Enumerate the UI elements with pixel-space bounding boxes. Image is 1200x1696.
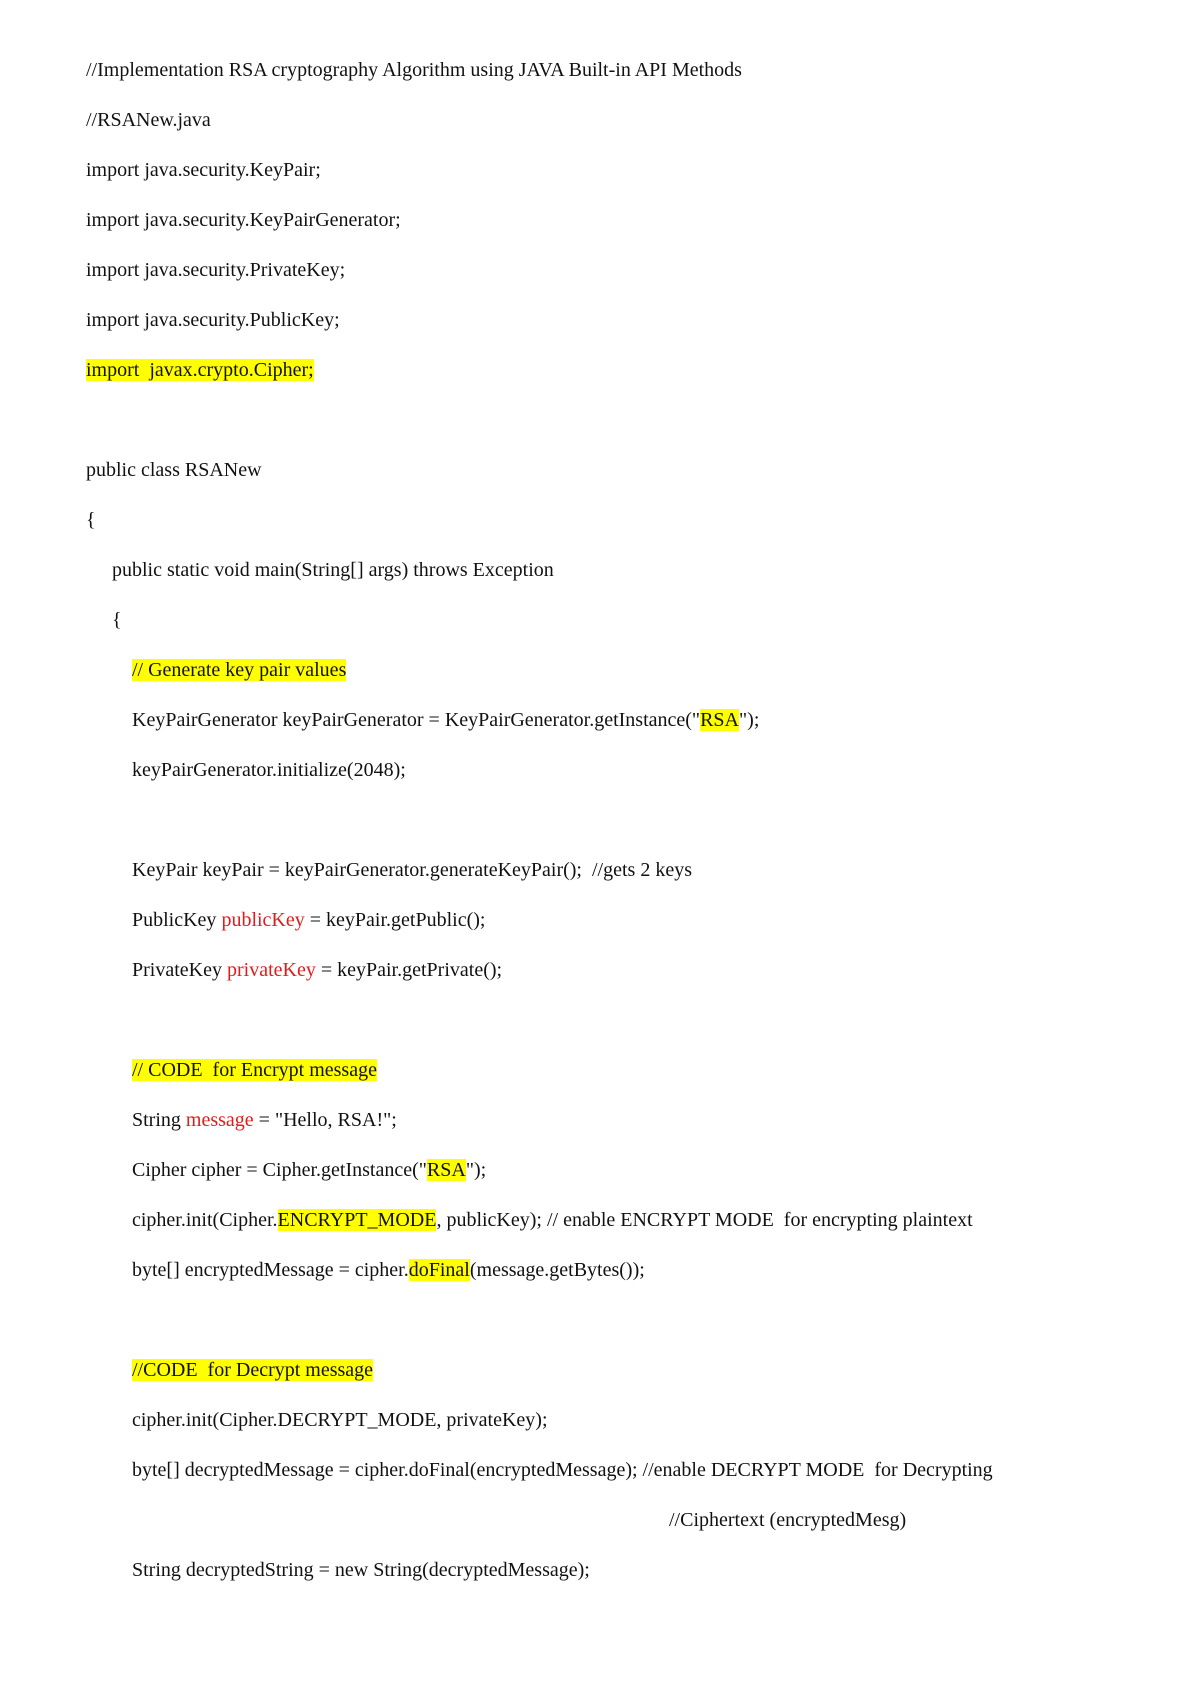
message-line <box>132 1107 397 1133</box>
message-rest: = "Hello, RSA!"; <box>253 1109 397 1131</box>
encrypt-mode-highlight: ENCRYPT_MODE <box>277 1209 437 1231</box>
public-key-var: publicKey <box>221 909 305 931</box>
decrypted-string-line: String decryptedString = new String(decryptedMessage); <box>132 1559 590 1581</box>
comment-decrypt <box>132 1357 373 1383</box>
comment-generate <box>132 657 346 683</box>
comment-generate-highlight: // Generate key pair values <box>132 659 347 681</box>
kpg-rsa-highlight: RSA <box>700 709 739 731</box>
comment-decrypt-highlight: //CODE for Decrypt message <box>132 1359 374 1381</box>
main-declaration: public static void main(String[] args) throws Exception <box>112 559 554 581</box>
encrypted-message-line <box>132 1257 645 1283</box>
main-open-brace: { <box>112 609 122 631</box>
cipher-rsa-highlight: RSA <box>426 1159 466 1181</box>
class-declaration: public class RSANew <box>86 459 262 481</box>
import-keypair: import java.security.KeyPair; <box>86 159 321 181</box>
kpg-before: KeyPairGenerator keyPairGenerator = KeyPairGenerator.getInstance(" <box>132 709 701 731</box>
public-key-type: PublicKey <box>132 909 222 931</box>
decrypt-continuation-comment: //Ciphertext (encryptedMesg) <box>669 1509 907 1531</box>
comment-encrypt-highlight: // CODE for Encrypt message <box>132 1059 377 1081</box>
encrypted-before: byte[] encryptedMessage = cipher. <box>132 1259 409 1281</box>
message-type: String <box>132 1109 186 1131</box>
import-keypairgenerator: import java.security.KeyPairGenerator; <box>86 209 401 231</box>
class-open-brace: { <box>86 509 96 531</box>
decrypted-message-line: byte[] decryptedMessage = cipher.doFinal(encryptedMessage); //enable DECRYPT MODE for Decrypting <box>132 1459 993 1481</box>
import-cipher <box>86 357 314 383</box>
comment-encrypt <box>132 1057 377 1083</box>
encrypt-init-line <box>132 1207 973 1233</box>
message-var: message <box>185 1109 254 1131</box>
cipher-before: Cipher cipher = Cipher.getInstance(" <box>132 1159 427 1181</box>
private-key-var: privateKey <box>226 959 316 981</box>
cipher-after: "); <box>465 1159 487 1181</box>
kpg-after: "); <box>739 709 760 731</box>
file-comment: //RSANew.java <box>86 109 211 131</box>
public-key-line <box>132 907 485 933</box>
import-privatekey: import java.security.PrivateKey; <box>86 259 346 281</box>
import-cipher-highlight: import javax.crypto.Cipher; <box>86 359 314 381</box>
cipher-line <box>132 1157 486 1183</box>
decrypt-init-line: cipher.init(Cipher.DECRYPT_MODE, privateKey); <box>132 1409 548 1431</box>
private-key-line <box>132 957 502 983</box>
kpg-initialize-line: keyPairGenerator.initialize(2048); <box>132 759 406 781</box>
encrypted-after: (message.getBytes()); <box>469 1259 645 1281</box>
dofinal-highlight: doFinal <box>408 1259 470 1281</box>
private-key-rest: = keyPair.getPrivate(); <box>315 959 503 981</box>
header-comment: //Implementation RSA cryptography Algorithm using JAVA Built-in API Methods <box>86 59 742 81</box>
private-key-type: PrivateKey <box>132 959 227 981</box>
encrypt-init-before: cipher.init(Cipher. <box>132 1209 278 1231</box>
import-publickey: import java.security.PublicKey; <box>86 309 340 331</box>
keypair-line: KeyPair keyPair = keyPairGenerator.generateKeyPair(); //gets 2 keys <box>132 859 692 881</box>
keypairgenerator-line <box>132 707 759 733</box>
encrypt-init-after: , publicKey); // enable ENCRYPT MODE for encrypting plaintext <box>436 1209 973 1231</box>
public-key-rest: = keyPair.getPublic(); <box>304 909 486 931</box>
